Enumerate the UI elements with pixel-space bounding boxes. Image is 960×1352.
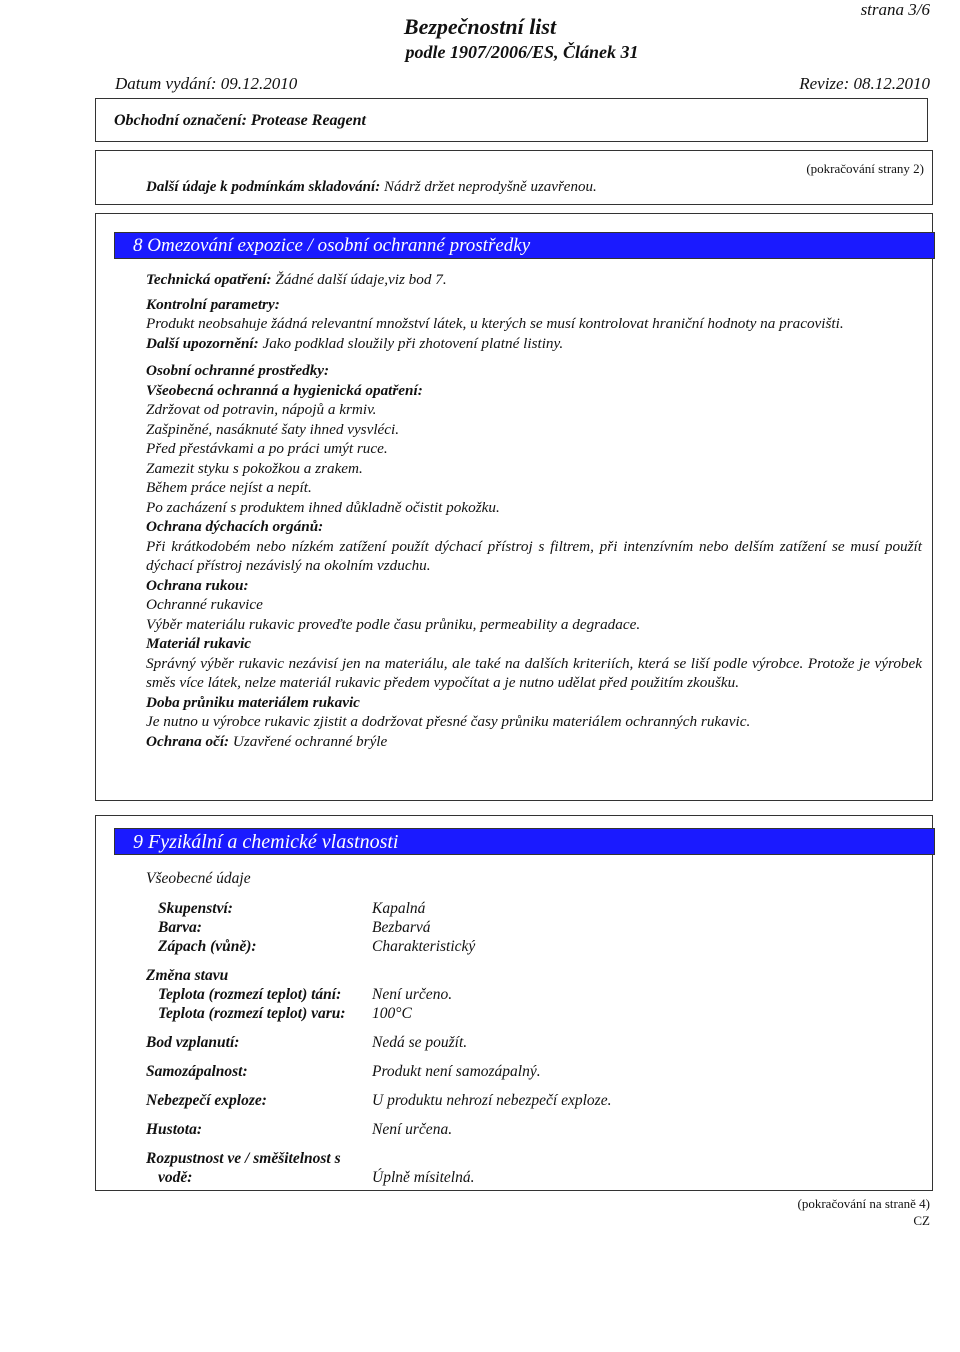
continued-on: (pokračování na straně 4) xyxy=(797,1196,930,1211)
respiratory-text: Při krátkodobém nebo nízkém zatížení použít dýchací přístroj s filtrem, při intenzívním nebo delším zatížení se musí použít dýchací přístroj nezávislý na okolním vzduchu. xyxy=(146,537,922,574)
solubility-value: Úplně mísitelná. xyxy=(372,1169,475,1186)
hygiene-label: Všeobecná ochranná a hygienická opatření: xyxy=(146,381,423,399)
technical-measures-value: Žádné další údaje,viz bod 7. xyxy=(275,271,447,288)
respiratory-label: Ochrana dýchacích orgánů: xyxy=(146,518,324,535)
hygiene-item: Před přestávkami a po práci umýt ruce. xyxy=(146,440,388,457)
ppe-label: Osobní ochranné prostředky: xyxy=(146,362,330,379)
solubility-label-1: Rozpustnost ve / směšitelnost s xyxy=(146,1150,341,1167)
odour-label: Zápach (vůně): xyxy=(158,938,257,955)
self-ignition-value: Produkt není samozápalný. xyxy=(372,1063,541,1080)
hygiene-item: Zamezit styku s pokožkou a zrakem. xyxy=(146,459,363,477)
storage-value: Nádrž držet neprodyšně uzavřenou. xyxy=(383,179,597,195)
hygiene-item: Během práce nejíst a nepít. xyxy=(146,479,312,496)
eye-protection xyxy=(146,732,922,752)
breakthrough-label: Doba průniku materiálem rukavic xyxy=(146,693,360,711)
product-name-box xyxy=(95,98,928,142)
document-subtitle: podle 1907/2006/ES, Článek 31 xyxy=(405,42,639,62)
boiling-label: Teplota (rozmezí teplot) varu: xyxy=(158,1005,346,1022)
continuation-box xyxy=(95,150,933,205)
general-info-label: Všeobecné údaje xyxy=(146,870,251,887)
storage-label: Další údaje k podmínkám skladování: xyxy=(146,179,381,195)
flash-point-label: Bod vzplanutí: xyxy=(146,1034,240,1051)
density-label: Hustota: xyxy=(146,1121,202,1138)
solubility-label-2: vodě: xyxy=(158,1169,193,1186)
form-label: Skupenství: xyxy=(158,900,233,917)
eye-protection-value: Uzavřené ochranné brýle xyxy=(232,732,388,750)
continued-from: (pokračování strany 2) xyxy=(806,161,924,176)
breakthrough-text: Je nutno u výrobce rukavic zjistit a dodržovat přesné časy průniku materiálem ochranných rukavic. xyxy=(146,713,751,730)
flash-point-value: Nedá se použít. xyxy=(372,1034,468,1051)
odour-value: Charakteristický xyxy=(372,938,476,955)
form-value: Kapalná xyxy=(372,900,426,917)
issue-date: Datum vydání: 09.12.2010 xyxy=(115,74,298,93)
storage-info xyxy=(146,179,597,196)
further-info-value: Jako podklad sloužily při zhotovení platné listiny. xyxy=(262,334,564,352)
glove-material-label: Materiál rukavic xyxy=(146,635,252,652)
language-code: CZ xyxy=(913,1213,930,1228)
section-8-body xyxy=(146,270,922,751)
glove-material-text: Správný výběr rukavic nezávisí jen na materiálu, ale také na dalších kriteriích, která se liší podle výrobce. Protože je výrobek směs více látek, nelze materiál rukavic předem vypočítat a je nutno udělat před použitím zkoušku. xyxy=(146,654,922,691)
hygiene-item: Zdržovat od potravin, nápojů a krmiv. xyxy=(146,401,377,418)
state-change-label: Změna stavu xyxy=(146,967,229,984)
revision-date: Revize: 08.12.2010 xyxy=(799,74,930,93)
melting-label: Teplota (rozmezí teplot) tání: xyxy=(158,986,342,1003)
hand-protection-label: Ochrana rukou: xyxy=(146,576,249,594)
self-ignition-label: Samozápalnost: xyxy=(146,1063,248,1080)
document-title: Bezpečnostní list xyxy=(403,14,557,39)
hand-protection-line-2: Výběr materiálu rukavic proveďte podle času průniku, permeability a degradace. xyxy=(146,615,641,633)
control-parameters-label: Kontrolní parametry: xyxy=(146,295,280,313)
further-info xyxy=(146,334,922,354)
color-value: Bezbarvá xyxy=(372,919,431,936)
control-parameters-text: Produkt neobsahuje žádná relevantní množství látek, u kterých se musí kontrolovat hraniční hodnoty na pracovišti. xyxy=(146,315,844,332)
product-name: Obchodní označení: Protease Reagent xyxy=(114,112,366,129)
explosion-value: U produktu nehrozí nebezpečí exploze. xyxy=(372,1092,612,1109)
hand-protection-line-1: Ochranné rukavice xyxy=(146,596,263,613)
section-9-heading: 9 Fyzikální a chemické vlastnosti xyxy=(114,828,935,855)
eye-protection-label: Ochrana očí: xyxy=(146,732,230,750)
boiling-value: 100°C xyxy=(372,1005,412,1022)
density-value: Není určena. xyxy=(372,1121,453,1138)
page-number: strana 3/6 xyxy=(860,0,930,19)
hygiene-item: Zašpiněné, nasáknuté šaty ihned vysvléci. xyxy=(146,420,400,438)
further-info-label: Další upozornění: xyxy=(146,334,259,352)
technical-measures xyxy=(146,270,922,290)
technical-measures-label: Technická opatření: xyxy=(146,271,272,288)
melting-value: Není určeno. xyxy=(372,986,453,1003)
section-8-heading: 8 Omezování expozice / osobní ochranné prostředky xyxy=(114,232,935,259)
section-8 xyxy=(95,213,933,801)
section-9 xyxy=(95,815,933,1191)
color-label: Barva: xyxy=(158,919,202,936)
explosion-label: Nebezpečí exploze: xyxy=(146,1092,267,1109)
hygiene-item: Po zacházení s produktem ihned důkladně očistit pokožku. xyxy=(146,498,500,516)
